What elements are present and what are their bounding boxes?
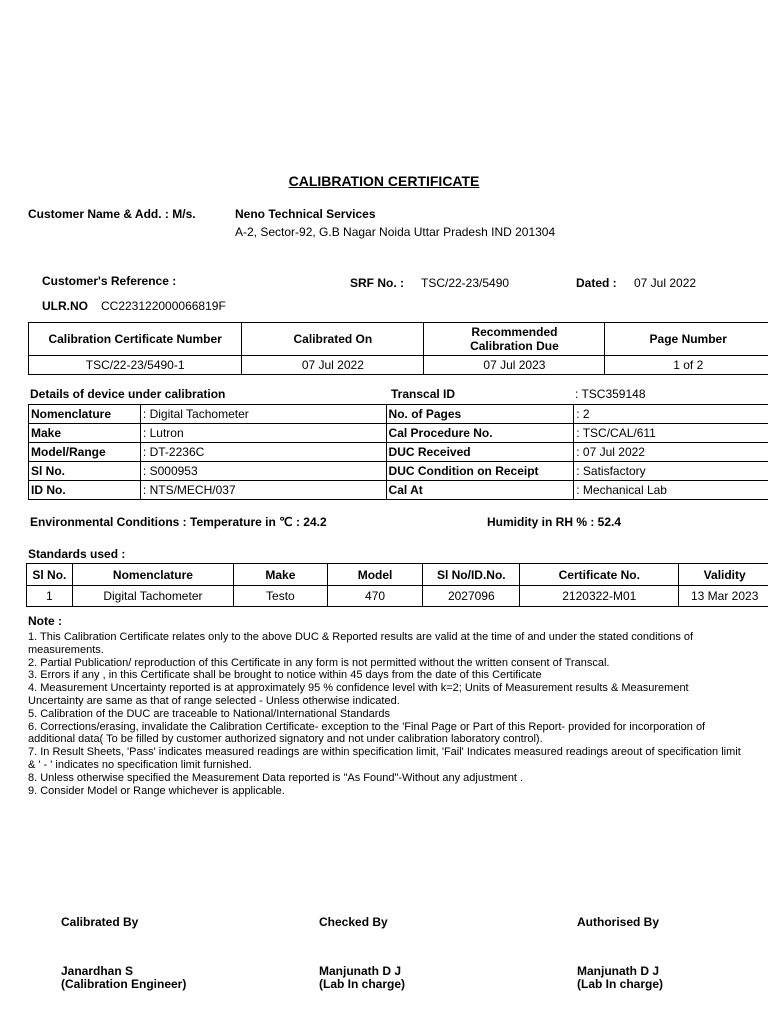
column-header: Certificate No. bbox=[520, 564, 679, 586]
standard-id-no: 2027096 bbox=[423, 586, 520, 607]
column-header: Make bbox=[234, 564, 328, 586]
dated-label: Dated : bbox=[576, 276, 617, 290]
standard-sl-no: 1 bbox=[27, 586, 73, 607]
table-row bbox=[29, 405, 768, 424]
standard-certificate-no: 2120322-M01 bbox=[520, 586, 679, 607]
nomenclature-label: Nomenclature bbox=[29, 405, 141, 424]
nomenclature-value: : Digital Tachometer bbox=[140, 405, 386, 424]
make-value: : Lutron bbox=[140, 424, 386, 443]
notes-list bbox=[28, 631, 744, 797]
duc-received-value: : 07 Jul 2022 bbox=[574, 443, 768, 462]
table-row bbox=[29, 462, 768, 481]
make-label: Make bbox=[29, 424, 141, 443]
standard-make: Testo bbox=[234, 586, 328, 607]
dated-value: 07 Jul 2022 bbox=[634, 276, 697, 290]
table-row bbox=[29, 481, 768, 500]
note-item: 8. Unless otherwise specified the Measurement Data reported is "As Found"-Without any adjustment . bbox=[28, 771, 524, 784]
calibrated-by-label: Calibrated By bbox=[61, 915, 139, 929]
pages-value: : 2 bbox=[574, 405, 768, 424]
column-header: Calibration Certificate Number bbox=[29, 323, 242, 356]
standards-table bbox=[26, 563, 768, 607]
note-item: 6. Corrections/erasing, invalidate the Calibration Certificate- exception to the 'Final Page or Part of this Report- provided for incorporation of additional data( To be filled by customer authorized signatory and not under calibration laboratory control). bbox=[28, 720, 706, 746]
checked-by-label: Checked By bbox=[319, 915, 388, 929]
note-item: 5. Calibration of the DUC are traceable to National/International Standards bbox=[28, 707, 390, 720]
column-header: Recommended Calibration Due bbox=[424, 323, 605, 356]
note-item: 2. Partial Publication/ reproduction of this Certificate in any form is not permitted without the written consent of Transcal. bbox=[28, 656, 610, 669]
column-header: Sl No. bbox=[27, 564, 73, 586]
device-heading: Details of device under calibration bbox=[30, 387, 226, 401]
id-no-value: : NTS/MECH/037 bbox=[140, 481, 386, 500]
duc-condition-value: : Satisfactory bbox=[574, 462, 768, 481]
column-header: Calibrated On bbox=[242, 323, 424, 356]
customer-address: A-2, Sector-92, G.B Nagar Noida Uttar Pradesh IND 201304 bbox=[235, 225, 556, 239]
table-row bbox=[29, 356, 768, 375]
authorised-by-designation: (Lab In charge) bbox=[577, 977, 664, 991]
table-row bbox=[29, 424, 768, 443]
authorised-by-name: Manjunath D J bbox=[577, 964, 660, 978]
note-item: 7. In Result Sheets, 'Pass' indicates measured readings are within specification limit, 'Fail' Indicates measured readings areout of specification limit & ' - ' indicates no specification limit furnished. bbox=[28, 746, 741, 771]
cal-at-value: : Mechanical Lab bbox=[574, 481, 768, 500]
model-range-label: Model/Range bbox=[29, 443, 141, 462]
checked-by-designation: (Lab In charge) bbox=[319, 977, 406, 991]
standards-heading: Standards used : bbox=[28, 547, 126, 561]
duc-received-label: DUC Received bbox=[386, 443, 574, 462]
page-number: 1 of 2 bbox=[605, 356, 768, 375]
cal-procedure-label: Cal Procedure No. bbox=[386, 424, 574, 443]
environmental-conditions: Environmental Conditions : Temperature in ℃ : 24.2 bbox=[30, 515, 327, 529]
standard-nomenclature: Digital Tachometer bbox=[72, 586, 233, 607]
cal-procedure-value: : TSC/CAL/611 bbox=[574, 424, 768, 443]
calibrated-by-name: Janardhan S bbox=[61, 964, 134, 978]
customer-name: Neno Technical Services bbox=[235, 207, 376, 221]
note-item: 3. Errors if any , in this Certificate shall be brought to notice within 45 days from the date of this Certificate bbox=[28, 669, 542, 682]
customer-reference-label: Customer's Reference : bbox=[42, 274, 177, 288]
cal-at-label: Cal At bbox=[386, 481, 574, 500]
duc-condition-label: DUC Condition on Receipt bbox=[386, 462, 574, 481]
srf-label: SRF No. : bbox=[350, 276, 404, 290]
calibrated-by-designation: (Calibration Engineer) bbox=[61, 977, 187, 991]
checked-by-name: Manjunath D J bbox=[319, 964, 402, 978]
column-header: Page Number bbox=[605, 323, 768, 356]
column-header: Validity bbox=[679, 564, 768, 586]
table-row bbox=[29, 443, 768, 462]
customer-label: Customer Name & Add. : M/s. bbox=[28, 207, 196, 221]
note-item: 4. Measurement Uncertainty reported is at approximately 95 % confidence level with k=2; Units of Measurement results & Measurement Uncertainty are same as that of range selected - Unless otherwise indicated. bbox=[28, 682, 689, 707]
certificate-number: TSC/22-23/5490-1 bbox=[29, 356, 242, 375]
standard-validity: 13 Mar 2023 bbox=[679, 586, 768, 607]
serial-no-value: : S000953 bbox=[140, 462, 386, 481]
note-item: 9. Consider Model or Range whichever is applicable. bbox=[28, 784, 285, 797]
srf-value: TSC/22-23/5490 bbox=[421, 276, 510, 290]
serial-no-label: Sl No. bbox=[29, 462, 141, 481]
transcal-id-value: : TSC359148 bbox=[575, 387, 646, 401]
column-header: Model bbox=[327, 564, 423, 586]
certificate-title: CALIBRATION CERTIFICATE bbox=[288, 173, 480, 189]
id-no-label: ID No. bbox=[29, 481, 141, 500]
table-row bbox=[27, 586, 768, 607]
note-item: 1. This Calibration Certificate relates only to the above DUC & Reported results are valid at the time of and under the stated conditions of measurements. bbox=[28, 631, 694, 656]
column-header: Nomenclature bbox=[72, 564, 233, 586]
device-details-table bbox=[28, 404, 768, 500]
certificate-summary-table bbox=[28, 322, 768, 375]
calibrated-on: 07 Jul 2022 bbox=[242, 356, 424, 375]
ulr-label: ULR.NO bbox=[42, 299, 88, 313]
model-range-value: : DT-2236C bbox=[140, 443, 386, 462]
pages-label: No. of Pages bbox=[386, 405, 574, 424]
transcal-id-label: Transcal ID bbox=[391, 387, 456, 401]
standard-model: 470 bbox=[327, 586, 423, 607]
humidity: Humidity in RH % : 52.4 bbox=[487, 515, 622, 529]
column-header: Sl No/ID.No. bbox=[423, 564, 520, 586]
authorised-by-label: Authorised By bbox=[577, 915, 660, 929]
ulr-value: CC223122000066819F bbox=[101, 299, 226, 313]
calibration-due: 07 Jul 2023 bbox=[424, 356, 605, 375]
notes-heading: Note : bbox=[28, 614, 62, 628]
